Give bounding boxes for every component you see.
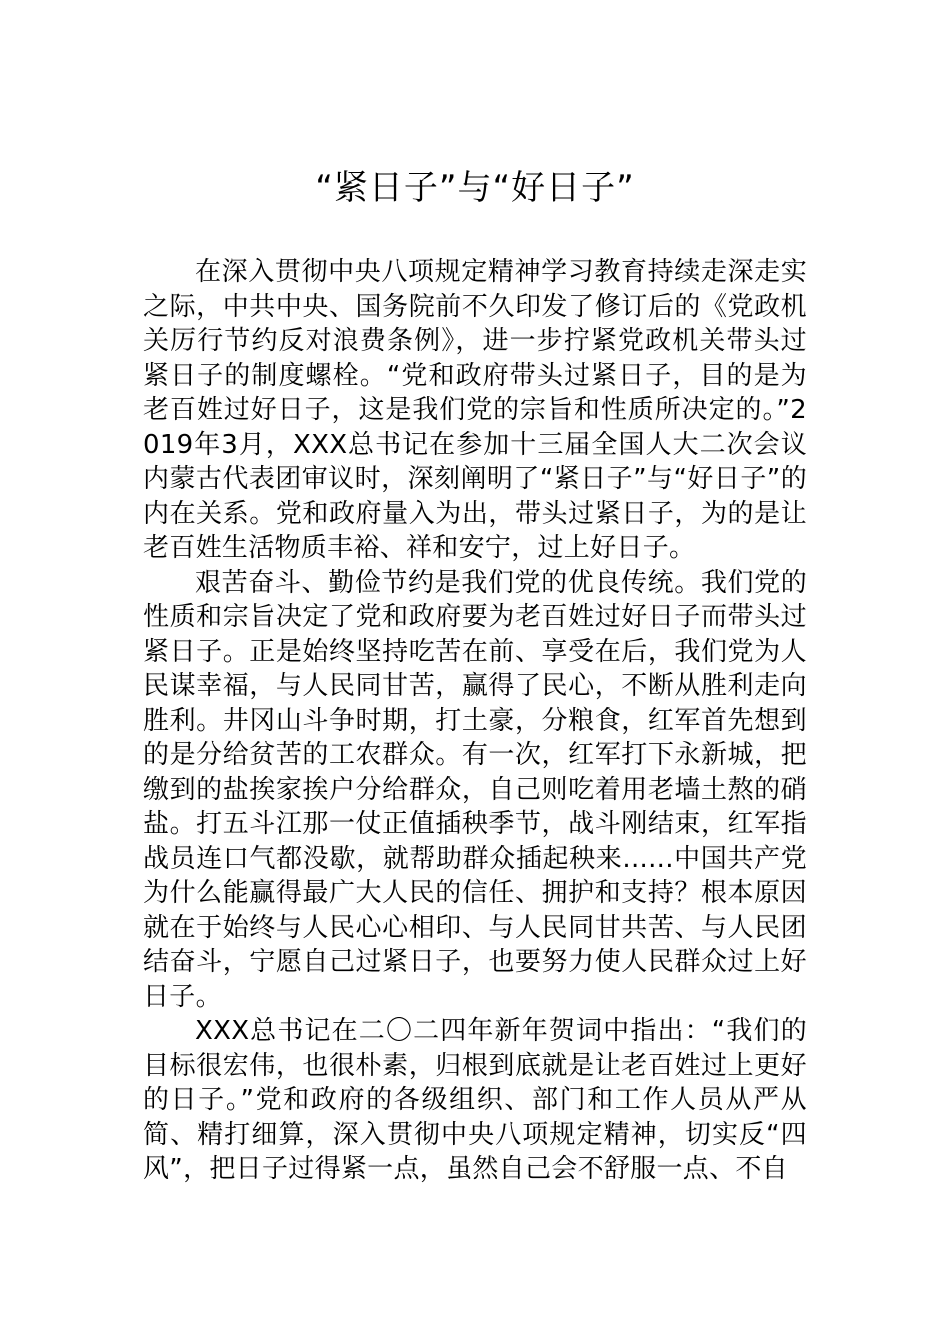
paragraph-2: 艰苦奋斗、勤俭节约是我们党的优良传统。我们党的性质和宗旨决定了党和政府要为老百姓过好日子而带头过紧日子。正是始终坚持吃苦在前、享受在后，我们党为人民谋幸福，与人民同甘苦，赢得了民心，不断从胜利走向胜利。井冈山斗争时期，打土豪，分粮食，红军首先想到的是分给贫苦的工农群众。有一次，红军打下永新城，把缴到的盐挨家挨户分给群众，自己则吃着用老墙土熬的硝盐。打五斗江那一仗正值插秧季节，战斗刚结束，红军指战员连口气都没歇，就帮助群众插起秧来......中国共产党为什么能赢得最广大人民的信任、拥护和支持？根本原因就在于始终与人民心心相印、与人民同甘共苦、与人民团结奋斗，宁愿自己过紧日子，也要努力使人民群众过上好日子。	[143, 567, 807, 1012]
paragraph-1: 在深入贯彻中央八项规定精神学习教育持续走深走实之际，中共中央、国务院前不久印发了修订后的《党政机关厉行节约反对浪费条例》，进一步拧紧党政机关带头过紧日子的制度螺栓。“党和政府带头过紧日子，目的是为老百姓过好日子，这是我们党的宗旨和性质所决定的。”2019年3月，XXX总书记在参加十三届全国人大二次会议内蒙古代表团审议时，深刻阐明了“紧日子”与“好日子”的内在关系。党和政府量入为出，带头过紧日子，为的是让老百姓生活物质丰裕、祥和安宁，过上好日子。	[143, 257, 807, 563]
paragraph-3: XXX总书记在二〇二四年新年贺词中指出：“我们的目标很宏伟，也很朴素，归根到底就是让老百姓过上更好的日子。”党和政府的各级组织、部门和工作人员从严从简、精打细算，深入贯彻中央八项规定精神，切实反“四风”，把日子过得紧一点，虽然自己会不舒服一点、不自	[143, 1016, 807, 1184]
document-title: “紧日子”与“好日子”	[315, 168, 635, 208]
document-body	[143, 255, 807, 1187]
